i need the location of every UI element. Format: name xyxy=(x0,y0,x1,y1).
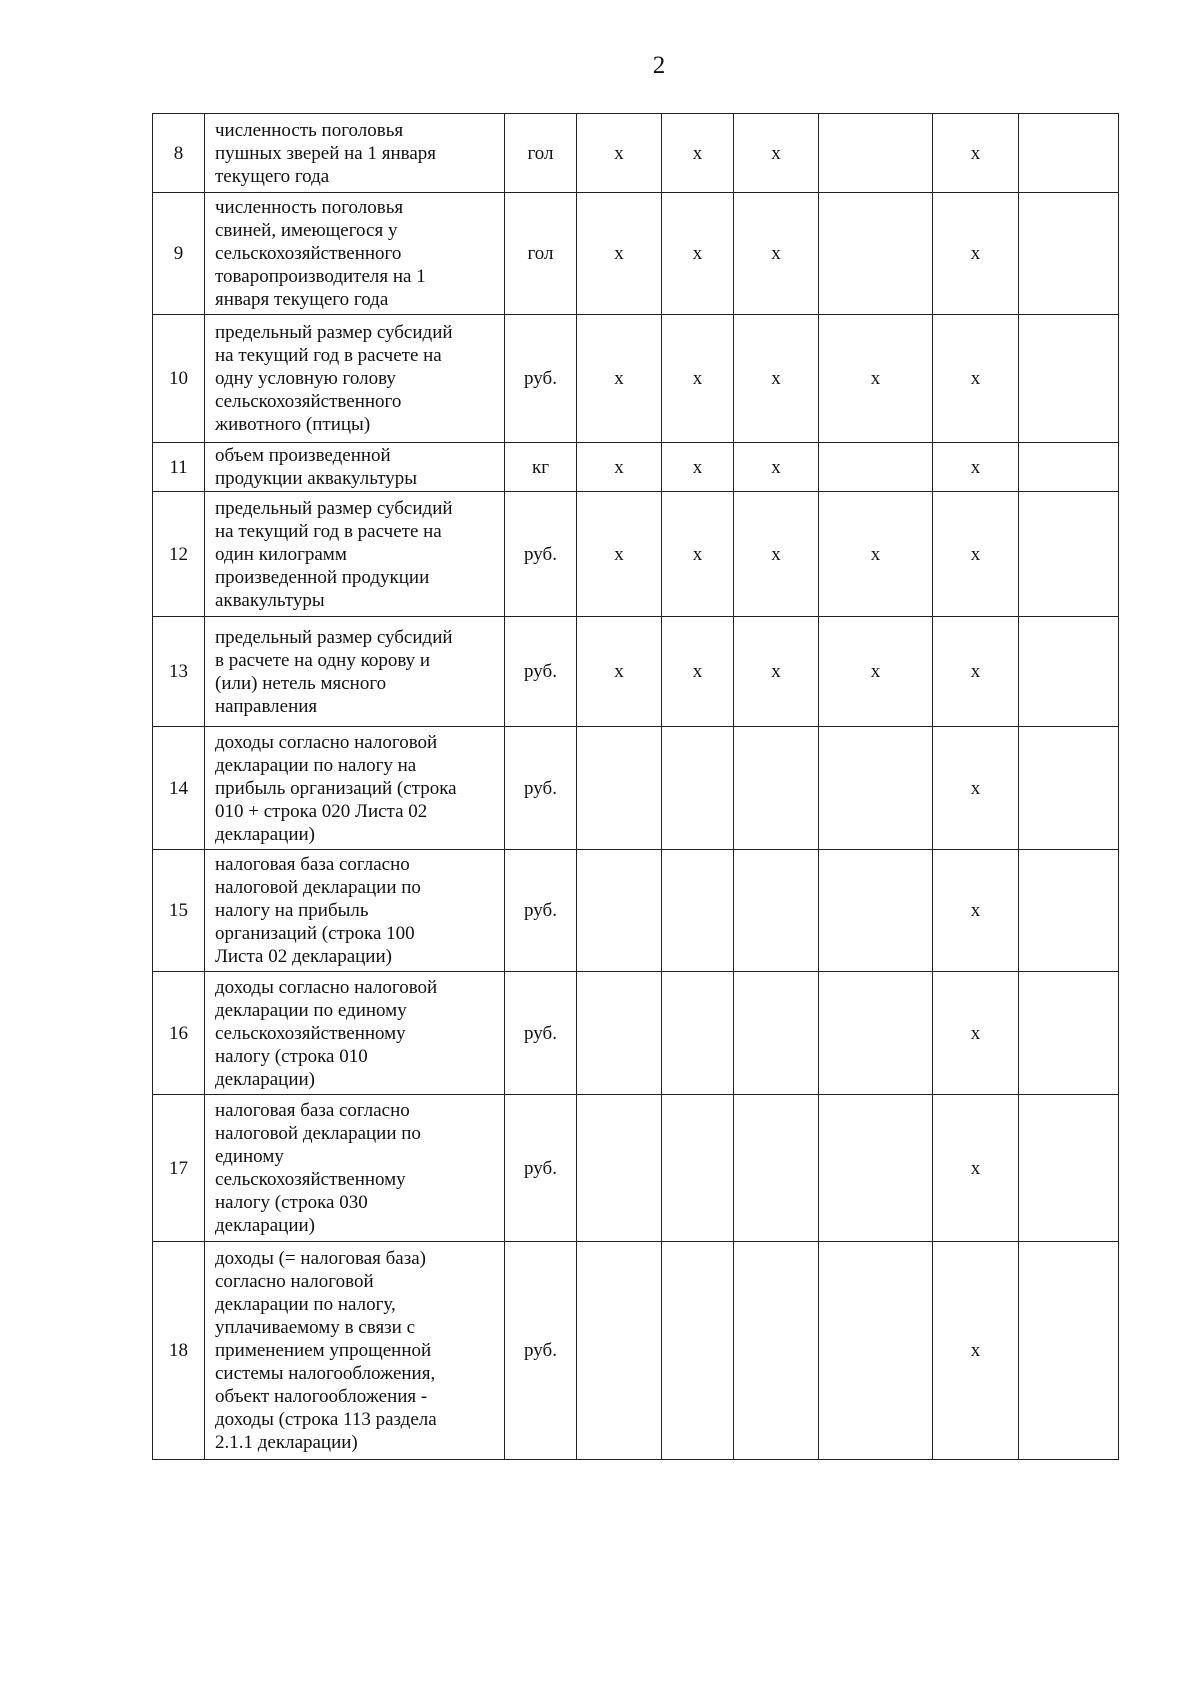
row-number-cell: 15 xyxy=(153,850,205,972)
indicator-name-line: на текущий год в расчете на xyxy=(215,345,442,366)
value-cell xyxy=(819,193,933,315)
indicator-name-line: (или) нетель мясного xyxy=(215,672,387,694)
indicator-name-cell xyxy=(205,617,505,727)
indicator-name-line: уплачиваемому в связи с xyxy=(215,1317,416,1338)
indicator-name-cell xyxy=(205,1095,505,1242)
indicator-name-line: доходы (= налоговая база) xyxy=(215,1248,426,1269)
value-cell xyxy=(577,1095,662,1242)
indicator-name-line: аквакультуры xyxy=(215,589,325,611)
value-cell: х xyxy=(577,617,662,727)
value-cell: х xyxy=(662,315,734,443)
value-cell: х xyxy=(662,617,734,727)
unit-cell: гол xyxy=(505,193,577,315)
indicator-name-line: 010 + строка 020 Листа 02 xyxy=(215,800,428,822)
table-body xyxy=(153,114,1119,1460)
unit-cell: руб. xyxy=(505,315,577,443)
value-cell: х xyxy=(734,492,819,617)
value-cell xyxy=(819,1242,933,1460)
indicator-name-line: применением упрощенной xyxy=(215,1340,432,1361)
indicator-name-line: декларации) xyxy=(215,1215,316,1236)
value-cell xyxy=(1019,850,1119,972)
unit-cell: руб. xyxy=(505,850,577,972)
row-number-cell: 10 xyxy=(153,315,205,443)
value-cell xyxy=(1019,443,1119,492)
unit-cell: руб. xyxy=(505,492,577,617)
indicator-name-line: одну условную голову xyxy=(215,368,396,389)
value-cell: х xyxy=(734,114,819,193)
value-cell: х xyxy=(577,193,662,315)
value-cell xyxy=(662,972,734,1095)
row-number-cell: 8 xyxy=(153,114,205,193)
value-cell xyxy=(734,1242,819,1460)
indicator-name-line: направления xyxy=(215,695,318,717)
indicator-name-line: свиней, имеющегося у xyxy=(215,220,398,241)
value-cell: х xyxy=(662,492,734,617)
value-cell: х xyxy=(577,492,662,617)
indicator-name-line: налогу (строка 010 xyxy=(215,1045,368,1067)
value-cell: х xyxy=(819,315,933,443)
indicator-name-line: декларации) xyxy=(215,1068,316,1090)
indicator-name-line: единому xyxy=(215,1146,284,1167)
indicator-name-cell xyxy=(205,315,505,443)
value-cell xyxy=(819,727,933,850)
indicator-name-line: доходы согласно налоговой xyxy=(215,976,438,998)
value-cell: х xyxy=(577,114,662,193)
value-cell xyxy=(734,727,819,850)
value-cell: х xyxy=(933,617,1019,727)
value-cell: х xyxy=(933,727,1019,850)
table-row xyxy=(153,850,1119,972)
row-number-cell: 16 xyxy=(153,972,205,1095)
indicator-name-line: объем произведенной xyxy=(215,445,391,466)
indicator-name-line: прибыль организаций (строка xyxy=(215,777,457,799)
value-cell: х xyxy=(662,114,734,193)
value-cell xyxy=(1019,1095,1119,1242)
value-cell xyxy=(734,850,819,972)
table-row xyxy=(153,315,1119,443)
value-cell xyxy=(819,443,933,492)
value-cell xyxy=(819,114,933,193)
indicator-name-cell xyxy=(205,193,505,315)
indicator-name-line: налоговой декларации по xyxy=(215,877,421,898)
row-number-cell: 9 xyxy=(153,193,205,315)
indicator-name-line: налогу на прибыль xyxy=(215,900,369,921)
value-cell: х xyxy=(819,492,933,617)
value-cell: х xyxy=(933,492,1019,617)
value-cell xyxy=(734,972,819,1095)
indicator-name-cell xyxy=(205,972,505,1095)
value-cell: х xyxy=(577,315,662,443)
value-cell xyxy=(1019,193,1119,315)
indicator-name-line: численность поголовья xyxy=(215,197,404,218)
indicator-name-line: предельный размер субсидий xyxy=(215,626,453,648)
indicator-name-line: сельскохозяйственного xyxy=(215,391,402,412)
indicator-name-line: сельскохозяйственному xyxy=(215,1022,406,1044)
value-cell xyxy=(1019,727,1119,850)
value-cell: х xyxy=(662,443,734,492)
row-number-cell: 18 xyxy=(153,1242,205,1460)
indicator-name-line: текущего года xyxy=(215,165,330,187)
row-number-cell: 13 xyxy=(153,617,205,727)
table-row xyxy=(153,193,1119,315)
value-cell: х xyxy=(819,617,933,727)
unit-cell: руб. xyxy=(505,1095,577,1242)
indicator-name-line: доходы (строка 113 раздела xyxy=(215,1409,437,1430)
value-cell xyxy=(819,972,933,1095)
indicator-name-line: предельный размер субсидий xyxy=(215,322,453,343)
indicator-name-cell xyxy=(205,443,505,492)
indicator-name-line: пушных зверей на 1 января xyxy=(215,142,437,164)
indicator-name-line: декларации по единому xyxy=(215,999,407,1021)
table-row xyxy=(153,727,1119,850)
indicator-name-line: налоговая база согласно xyxy=(215,1100,410,1121)
value-cell xyxy=(577,1242,662,1460)
indicator-name-cell xyxy=(205,492,505,617)
unit-cell: руб. xyxy=(505,972,577,1095)
value-cell xyxy=(662,1095,734,1242)
indicator-name-line: численность поголовья xyxy=(215,119,404,141)
value-cell xyxy=(819,1095,933,1242)
value-cell xyxy=(734,1095,819,1242)
indicator-name-line: продукции аквакультуры xyxy=(215,468,417,489)
value-cell xyxy=(1019,114,1119,193)
indicator-name-line: животного (птицы) xyxy=(215,414,371,435)
indicator-name-line: налогу (строка 030 xyxy=(215,1192,368,1213)
value-cell xyxy=(577,727,662,850)
value-cell: х xyxy=(734,443,819,492)
indicator-name-line: декларации) xyxy=(215,823,316,845)
indicator-name-line: организаций (строка 100 xyxy=(215,923,415,944)
unit-cell: кг xyxy=(505,443,577,492)
value-cell: х xyxy=(662,193,734,315)
value-cell xyxy=(577,850,662,972)
row-number-cell: 17 xyxy=(153,1095,205,1242)
indicator-name-line: объект налогообложения - xyxy=(215,1386,428,1407)
value-cell xyxy=(577,972,662,1095)
indicator-name-line: сельскохозяйственному xyxy=(215,1169,406,1190)
row-number-cell: 14 xyxy=(153,727,205,850)
indicator-name-line: доходы согласно налоговой xyxy=(215,731,438,753)
indicator-name-line: 2.1.1 декларации) xyxy=(215,1432,358,1453)
indicator-name-line: налоговая база согласно xyxy=(215,854,410,875)
indicator-name-line: один килограмм xyxy=(215,543,347,565)
table-row xyxy=(153,443,1119,492)
table-row xyxy=(153,617,1119,727)
value-cell xyxy=(662,1242,734,1460)
unit-cell: руб. xyxy=(505,617,577,727)
indicator-name-line: налоговой декларации по xyxy=(215,1123,421,1144)
value-cell xyxy=(819,850,933,972)
value-cell: х xyxy=(933,114,1019,193)
value-cell xyxy=(1019,972,1119,1095)
indicator-name-cell xyxy=(205,850,505,972)
value-cell xyxy=(1019,315,1119,443)
page-number: 2 xyxy=(652,52,666,79)
indicator-name-line: предельный размер субсидий xyxy=(215,497,453,519)
value-cell xyxy=(662,850,734,972)
indicator-name-line: на текущий год в расчете на xyxy=(215,520,442,542)
row-number-cell: 11 xyxy=(153,443,205,492)
row-number-cell: 12 xyxy=(153,492,205,617)
indicator-name-line: произведенной продукции xyxy=(215,566,430,588)
value-cell: х xyxy=(933,1095,1019,1242)
indicator-name-cell xyxy=(205,1242,505,1460)
value-cell xyxy=(1019,1242,1119,1460)
table-row xyxy=(153,114,1119,193)
indicator-name-line: сельскохозяйственного xyxy=(215,243,402,264)
indicator-name-line: системы налогообложения, xyxy=(215,1363,436,1384)
value-cell: х xyxy=(933,443,1019,492)
value-cell xyxy=(1019,617,1119,727)
value-cell: х xyxy=(734,617,819,727)
unit-cell: руб. xyxy=(505,727,577,850)
table-row xyxy=(153,972,1119,1095)
value-cell: х xyxy=(734,193,819,315)
indicator-name-line: декларации по налогу на xyxy=(215,754,417,776)
indicator-name-line: декларации по налогу, xyxy=(215,1294,396,1315)
value-cell xyxy=(1019,492,1119,617)
value-cell: х xyxy=(933,972,1019,1095)
indicator-name-line: согласно налоговой xyxy=(215,1271,374,1292)
value-cell xyxy=(662,727,734,850)
table-row xyxy=(153,492,1119,617)
indicator-name-line: Листа 02 декларации) xyxy=(215,946,392,967)
value-cell: х xyxy=(933,850,1019,972)
unit-cell: руб. xyxy=(505,1242,577,1460)
unit-cell: гол xyxy=(505,114,577,193)
value-cell: х xyxy=(933,315,1019,443)
indicator-name-line: в расчете на одну корову и xyxy=(215,649,431,671)
value-cell: х xyxy=(933,1242,1019,1460)
value-cell: х xyxy=(577,443,662,492)
value-cell: х xyxy=(933,193,1019,315)
indicator-name-cell xyxy=(205,114,505,193)
table-row xyxy=(153,1242,1119,1460)
indicator-name-line: января текущего года xyxy=(215,289,389,310)
table-row xyxy=(153,1095,1119,1242)
indicator-name-line: товаропроизводителя на 1 xyxy=(215,266,426,287)
value-cell: х xyxy=(734,315,819,443)
indicator-name-cell xyxy=(205,727,505,850)
indicators-table xyxy=(152,113,1119,1460)
